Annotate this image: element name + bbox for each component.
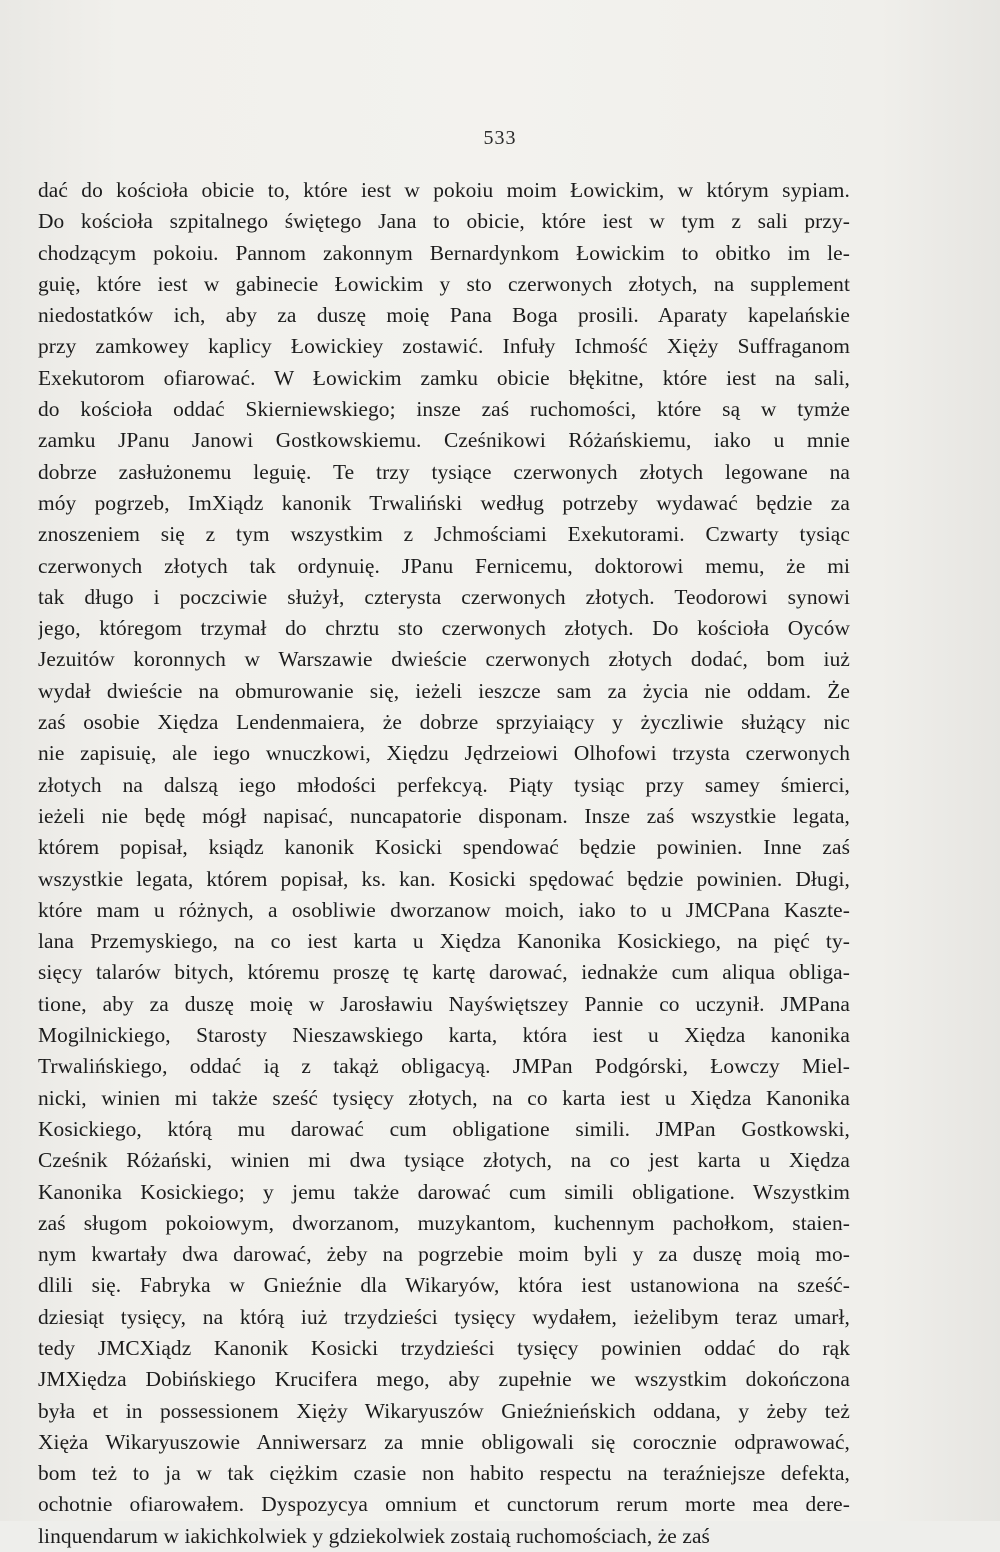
text-line: Mogilnickiego, Starosty Nieszawskiego karta, która iest u Xiędza kanonika	[38, 1023, 850, 1048]
text-line: zamku JPanu Janowi Gostkowskiemu. Cześnikowi Różańskiemu, iako u mnie	[38, 428, 850, 453]
text-line: Trwalińskiego, oddać ią z takąż obligacyą. JMPan Podgórski, Łowczy Miel-	[38, 1054, 850, 1079]
text-line: Kanonika Kosickiego; y jemu także darować cum simili obligatione. Wszystkim	[38, 1179, 850, 1204]
text-line: dać do kościoła obicie to, które iest w pokoiu moim Łowickim, w którym sypiam.	[38, 178, 850, 202]
text-line: jego, któregom trzymał do chrztu sto czerwonych złotych. Do kościoła Oyców	[38, 616, 850, 641]
text-line: bom też to ja w tak ciężkim czasie non habito respectu na teraźniejsze defekta,	[38, 1461, 850, 1486]
text-line: zaś osobie Xiędza Lendenmaiera, że dobrze sprzyiaiący y życzliwie służący nic	[38, 710, 850, 735]
text-line: przy zamkowey kaplicy Łowickiey zostawić. Infuły Ichmość Xięży Suffraganom	[38, 334, 850, 359]
text-line: sięcy talarów bitych, któremu proszę tę kartę darować, iednakże cum aliqua obliga-	[38, 960, 850, 985]
text-line: tione, aby za duszę moię w Jarosławiu Nayświętszey Pannie co uczynił. JMPana	[38, 991, 850, 1016]
text-line: nym kwartały dwa darować, żeby na pogrzebie moim byli y za duszę moią mo-	[38, 1242, 850, 1267]
text-line: lana Przemyskiego, na co iest karta u Xiędza Kanonika Kosickiego, na pięć ty-	[38, 929, 850, 954]
text-line: móy pogrzeb, ImXiądz kanonik Trwaliński według potrzeby wydawać będzie za	[38, 490, 850, 515]
text-line: Jezuitów koronnych w Warszawie dwieście czerwonych złotych dodać, bom iuż	[38, 647, 850, 672]
text-line: czerwonych złotych tak ordynuię. JPanu Fernicemu, doktorowi memu, że mi	[38, 553, 850, 578]
body-text	[38, 175, 850, 1552]
text-line: nie zapisuię, ale iego wnuczkowi, Xiędzu Jędrzeiowi Olhofowi trzysta czerwonych	[38, 741, 850, 766]
text-line: złotych na dalszą iego młodości perfekcyą. Piąty tysiąc przy samey śmierci,	[38, 772, 850, 797]
text-line: nicki, winien mi także sześć tysięcy złotych, na co karta iest u Xiędza Kanonika	[38, 1085, 850, 1110]
text-line: Kosickiego, którą mu darować cum obligatione simili. JMPan Gostkowski,	[38, 1116, 850, 1141]
text-line: tedy JMCXiądz Kanonik Kosicki trzydzieści tysięcy powinien oddać do rąk	[38, 1335, 850, 1360]
text-line: linquendarum w iakichkolwiek y gdziekolwiek zostaią ruchomościach, że zaś	[38, 1523, 710, 1548]
text-line: ochotnie ofiarowałem. Dyspozycya omnium et cunctorum rerum morte mea dere-	[38, 1492, 850, 1517]
text-line: tak długo i poczciwie służył, czterysta czerwonych złotych. Teodorowi synowi	[38, 584, 850, 609]
text-line: którem popisał, ksiądz kanonik Kosicki spendować będzie powinien. Inne zaś	[38, 835, 850, 860]
text-line: dobrze zasłużonemu leguię. Te trzy tysiące czerwonych złotych legowane na	[38, 459, 850, 484]
text-line: ieżeli nie będę mógł napisać, nuncapatorie disponam. Insze zaś wszystkie legata,	[38, 803, 850, 828]
text-line: Exekutorom ofiarować. W Łowickim zamku obicie błękitne, które iest na sali,	[38, 365, 850, 390]
text-line: Do kościoła szpitalnego świętego Jana to obicie, które iest w tym z sali przy-	[38, 209, 850, 234]
page-number: 533	[483, 127, 517, 149]
text-line: które mam u różnych, a osobliwie dworzanow moich, iako to u JMCPana Kaszte-	[38, 897, 850, 922]
text-line: Cześnik Różański, winien mi dwa tysiące złotych, na co jest karta u Xiędza	[38, 1148, 850, 1173]
text-line: była et in possessionem Xięży Wikaryuszów Gnieźnieńskich oddana, y żeby też	[38, 1398, 850, 1423]
text-line: dlili się. Fabryka w Gnieźnie dla Wikaryów, która iest ustanowiona na sześć-	[38, 1273, 850, 1298]
text-line: znoszeniem się z tym wszystkim z Jchmościami Exekutorami. Czwarty tysiąc	[38, 522, 850, 547]
text-line: chodzącym pokoiu. Pannom zakonnym Bernardynkom Łowickim to obitko im le-	[38, 240, 850, 265]
text-line: wszystkie legata, którem popisał, ks. kan. Kosicki spędować będzie powinien. Długi,	[38, 866, 850, 891]
text-line: guię, które iest w gabinecie Łowickim y sto czerwonych złotych, na supplement	[38, 271, 850, 296]
text-line: do kościoła oddać Skierniewskiego; insze zaś ruchomości, które są w tymże	[38, 397, 850, 422]
text-line: niedostatków ich, aby za duszę moię Pana Boga prosili. Aparaty kapelańskie	[38, 303, 850, 328]
text-line: JMXiędza Dobińskiego Krucifera mego, aby zupełnie we wszystkim dokończona	[38, 1367, 850, 1392]
text-line: wydał dwieście na obmurowanie się, ieżeli ieszcze sam za życia nie oddam. Że	[38, 678, 850, 703]
text-line: dziesiąt tysięcy, na którą iuż trzydzieści tysięcy wydałem, ieżelibym teraz umarł,	[38, 1304, 850, 1329]
text-line: zaś sługom pokoiowym, dworzanom, muzykantom, kuchennym pachołkom, staien-	[38, 1210, 850, 1235]
text-line: Xięża Wikaryuszowie Anniwersarz za mnie obligowali się corocznie odprawować,	[38, 1429, 850, 1454]
